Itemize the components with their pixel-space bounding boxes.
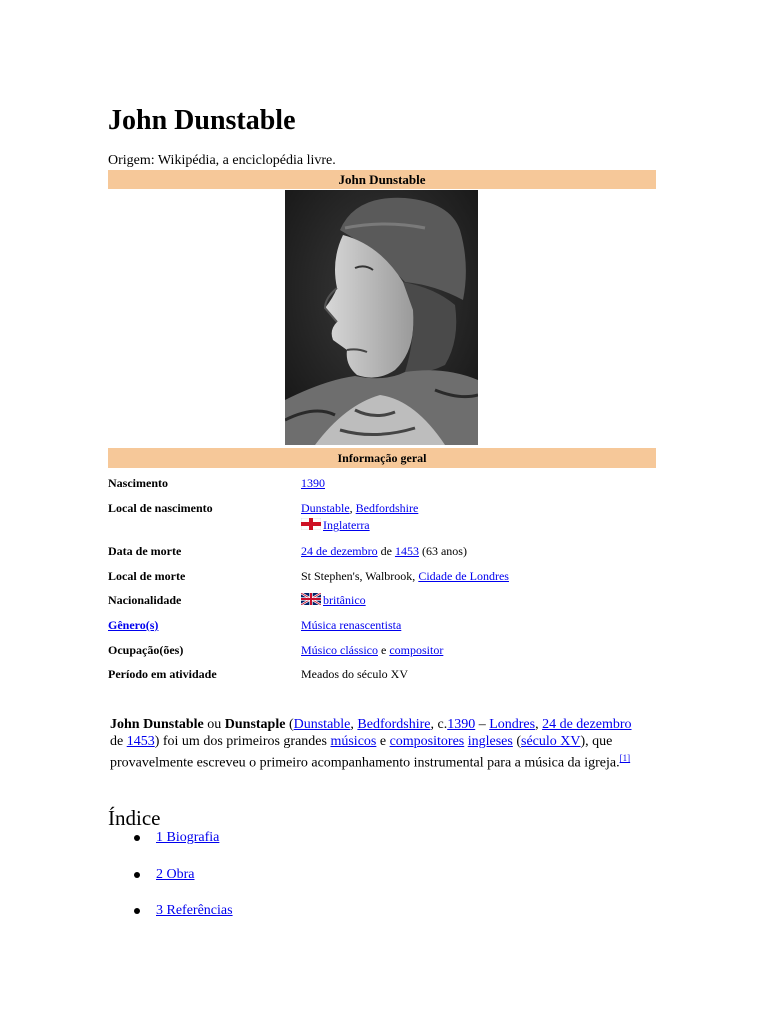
infobox-subheader: Informação geral [108, 448, 656, 468]
text-p10: ( [512, 734, 522, 749]
toc-link-biografia[interactable]: 1 Biografia [156, 830, 220, 845]
toc-item [108, 828, 233, 865]
label-data-morte: Data de morte [108, 544, 182, 558]
link-24-dezembro[interactable]: 24 de dezembro [301, 544, 378, 558]
link-musica-renascentista[interactable]: Música renascentista [301, 618, 402, 632]
bullet-icon [134, 835, 140, 841]
label-periodo: Período em atividade [108, 667, 217, 681]
death-place-text: St Stephen's, Walbrook, [301, 569, 419, 583]
alt-name-bold: Dunstaple [224, 717, 286, 732]
label-local-nascimento: Local de nascimento [108, 501, 213, 515]
text-p4: – [475, 717, 490, 732]
label-local-morte: Local de morte [108, 569, 186, 583]
lead-link-1390[interactable]: 1390 [447, 717, 476, 732]
periodo-value: Meados do século XV [301, 667, 408, 681]
toc-item [108, 865, 233, 902]
lead-link-musicos[interactable]: músicos [330, 734, 377, 749]
lead-paragraph [110, 716, 640, 772]
lead-link-bedfordshire[interactable]: Bedfordshire [357, 717, 431, 732]
portrait-image [285, 190, 478, 445]
sep: , [349, 501, 356, 515]
toc-list [108, 828, 233, 938]
text-p8: e [376, 734, 390, 749]
link-britanico[interactable]: britânico [323, 593, 366, 607]
text-p2: , [350, 717, 358, 732]
lead-link-ingleses[interactable]: ingleses [467, 734, 513, 749]
infobox-title: John Dunstable [108, 170, 656, 189]
toc-heading: Índice [108, 806, 161, 831]
text-e: e [378, 643, 390, 657]
label-nascimento: Nascimento [108, 476, 168, 490]
name-bold: John Dunstable [110, 717, 204, 732]
link-1453[interactable]: 1453 [394, 544, 419, 558]
origin-note: Origem: Wikipédia, a enciclopédia livre. [108, 153, 336, 168]
link-cidade-de-londres[interactable]: Cidade de Londres [418, 569, 509, 583]
label-nacionalidade: Nacionalidade [108, 593, 182, 607]
text-p5: , [535, 717, 543, 732]
uk-flag-icon [301, 593, 321, 605]
link-dunstable[interactable]: Dunstable [301, 501, 350, 515]
age-text: (63 anos) [418, 544, 467, 558]
lead-link-compositores[interactable]: compositores [389, 734, 465, 749]
link-1390[interactable]: 1390 [301, 476, 325, 490]
text-p6: de [110, 734, 127, 749]
link-genero-label[interactable]: Gênero(s) [108, 618, 159, 632]
england-flag-icon [301, 518, 321, 530]
bullet-icon [134, 908, 140, 914]
toc-link-referencias[interactable]: 3 Referências [156, 903, 233, 918]
link-musico-classico[interactable]: Músico clássico [301, 643, 378, 657]
text-p1: ( [285, 717, 294, 732]
link-compositor[interactable]: compositor [389, 643, 444, 657]
toc-link-obra[interactable]: 2 Obra [156, 866, 195, 882]
bullet-icon [134, 872, 140, 878]
portrait-icon [285, 190, 478, 445]
lead-link-dunstable[interactable]: Dunstable [293, 717, 351, 732]
toc-item [108, 901, 233, 938]
lead-link-1453[interactable]: 1453 [126, 734, 155, 749]
lead-link-24-dezembro[interactable]: 24 de dezembro [542, 717, 632, 732]
lead-link-seculo-xv[interactable]: século XV [521, 734, 581, 749]
text-de: de [377, 544, 395, 558]
infobox [108, 170, 656, 681]
lead-link-londres[interactable]: Londres [489, 717, 536, 732]
link-bedfordshire[interactable]: Bedfordshire [355, 501, 419, 515]
link-inglaterra[interactable]: Inglaterra [323, 518, 370, 532]
reference-link-1[interactable]: [1] [619, 753, 631, 763]
text-ou: ou [203, 717, 225, 732]
text-p7: ) foi um dos primeiros grandes [154, 734, 331, 749]
text-p11: ), que provavelmente escreveu o primeiro acompanhamento instrumental para a música da igreja. [110, 734, 620, 771]
page-title: John Dunstable [108, 105, 296, 136]
label-ocupacao: Ocupação(ões) [108, 643, 184, 657]
text-p3: , c. [430, 717, 448, 732]
